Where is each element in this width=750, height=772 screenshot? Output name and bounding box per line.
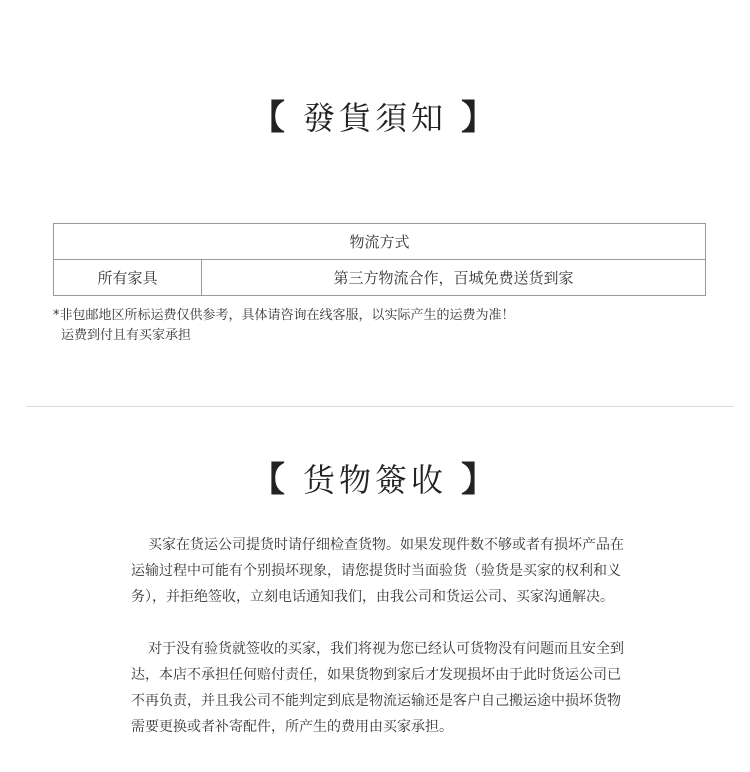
- title-open-bracket: 【: [250, 98, 289, 138]
- paragraph-line: 务），并拒绝签收，立刻电话通知我们，由我公司和货运公司、买家沟通解决。: [131, 589, 614, 605]
- table-cell-item: 所有家具: [54, 260, 202, 296]
- paragraph-line: 对于没有验货就签收的买家，我们将视为您已经认可货物没有问题而且安全到: [148, 641, 624, 657]
- shipping-notice-title: [0, 90, 750, 139]
- title-close-bracket: 】: [461, 460, 500, 500]
- paragraph-line: 达，本店不承担任何赔付责任，如果货物到家后才发现损坏由于此时货运公司已: [131, 667, 621, 683]
- title-close-bracket: 】: [461, 98, 500, 138]
- section-divider: [26, 406, 734, 407]
- title-open-bracket: 【: [250, 460, 289, 500]
- table-header-row: [54, 224, 706, 260]
- table-header-cell: 物流方式: [54, 224, 706, 260]
- liability-paragraph: [131, 636, 631, 740]
- freight-collect-note: 运费到付且有买家承担: [61, 328, 192, 343]
- shipping-notice-title-text: 發貨須知: [302, 99, 447, 137]
- paragraph-line: 需要更换或者补寄配件，所产生的费用由买家承担。: [131, 719, 453, 735]
- table-row: [54, 260, 706, 296]
- shipping-fee-note: *非包邮地区所标运费仅供参考，具体请咨询在线客服，以实际产生的运费为准！: [53, 308, 515, 323]
- paragraph-line: 不再负责，并且我公司不能判定到底是物流运输还是客户自己搬运途中损坏货物: [131, 693, 621, 709]
- receipt-title: [0, 452, 750, 501]
- shipping-method-table: [53, 223, 706, 296]
- table-cell-method: 第三方物流合作，百城免费送货到家: [202, 260, 706, 296]
- receipt-title-text: 货物簽收: [302, 461, 447, 499]
- inspection-paragraph: [131, 532, 631, 610]
- paragraph-line: 运输过程中可能有个别损坏现象，请您提货时当面验货（验货是买家的权利和义: [131, 563, 621, 579]
- paragraph-line: 买家在货运公司提货时请仔细检查货物。如果发现件数不够或者有损坏产品在: [148, 537, 624, 553]
